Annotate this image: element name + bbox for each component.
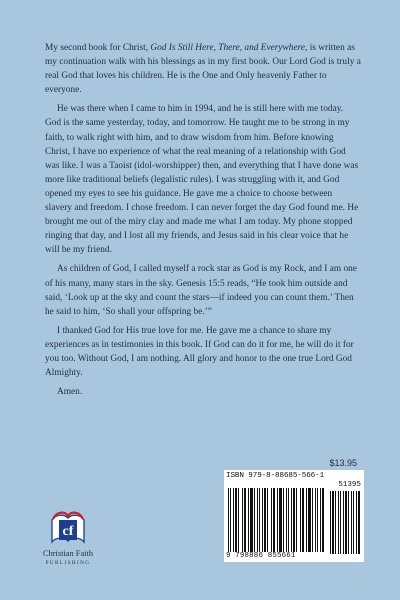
paragraph-1 bbox=[45, 41, 361, 97]
isbn-barcode bbox=[224, 470, 364, 562]
paragraph-4: I thanked God for His true love for me. He gave me a chance to share my experiences as in testimonies in this book. If God can do it for me, he will do it for you too. Without God, I am nothing. All glory and honor to the one true Lord God Almighty. bbox=[45, 325, 354, 379]
publisher-logo bbox=[36, 506, 100, 576]
christian-faith-logo-icon bbox=[36, 506, 100, 550]
back-cover-text bbox=[45, 41, 361, 399]
paragraph-5: Amen. bbox=[57, 387, 83, 398]
paragraph-1-lead: My second book for Christ, bbox=[45, 43, 151, 53]
barcode-supplement-bars bbox=[330, 491, 360, 554]
barcode-supplement: 51395 bbox=[338, 481, 361, 489]
logo-letters: cf bbox=[62, 524, 74, 539]
barcode-number: 9 798886 855661 bbox=[226, 552, 328, 561]
barcode-main-bars bbox=[228, 488, 324, 554]
price: $13.95 bbox=[329, 458, 357, 468]
paragraph-1-rest: , is written as my continuation walk with his blessings as in my first book. Our Lord God is truly a real God that loves his children. He is the One and Only heavenly Father to everyone. bbox=[45, 43, 361, 96]
paragraph-3: As children of God, I called myself a rock star as God is my Rock, and I am one of his many, many stars in the sky. Genesis 15:5 reads, “He took him outside and said, ‘Look up at the sky and count the stars—if indeed you can count them.’ Then he said to him, ‘So shall your offspring be.’” bbox=[45, 264, 357, 317]
isbn-label: ISBN 979-8-88685-566-1 bbox=[226, 472, 325, 480]
publisher-subtitle: PUBLISHING bbox=[45, 560, 91, 566]
publisher-name: Christian Faith bbox=[42, 549, 94, 558]
paragraph-2: He was there when I came to him in 1994, and he is still here with me today. God is the same yesterday, today, and tomorrow. He taught me to be strong in my faith, to walk right with him, and to draw wisdom from him. Before knowing Christ, I have no experience of what the real meaning of a relationship with God was like. I was a Taoist (idol-worshipper) then, and everything that I have done was more like traditional beliefs (legalistic rules). I was struggling with it, and God opened my eyes to see his guidance. He gave me a choice to choose between slavery and freedom. I chose freedom. I can never forget the day God found me. He brought me out of the miry clay and made me what I am today. My phone stopped ringing that day, and I lost all my friends, and Jesus said in his clear voice that he will be my friend. bbox=[45, 104, 359, 256]
book-title: God Is Still Here, There, and Everywhere bbox=[150, 43, 306, 53]
